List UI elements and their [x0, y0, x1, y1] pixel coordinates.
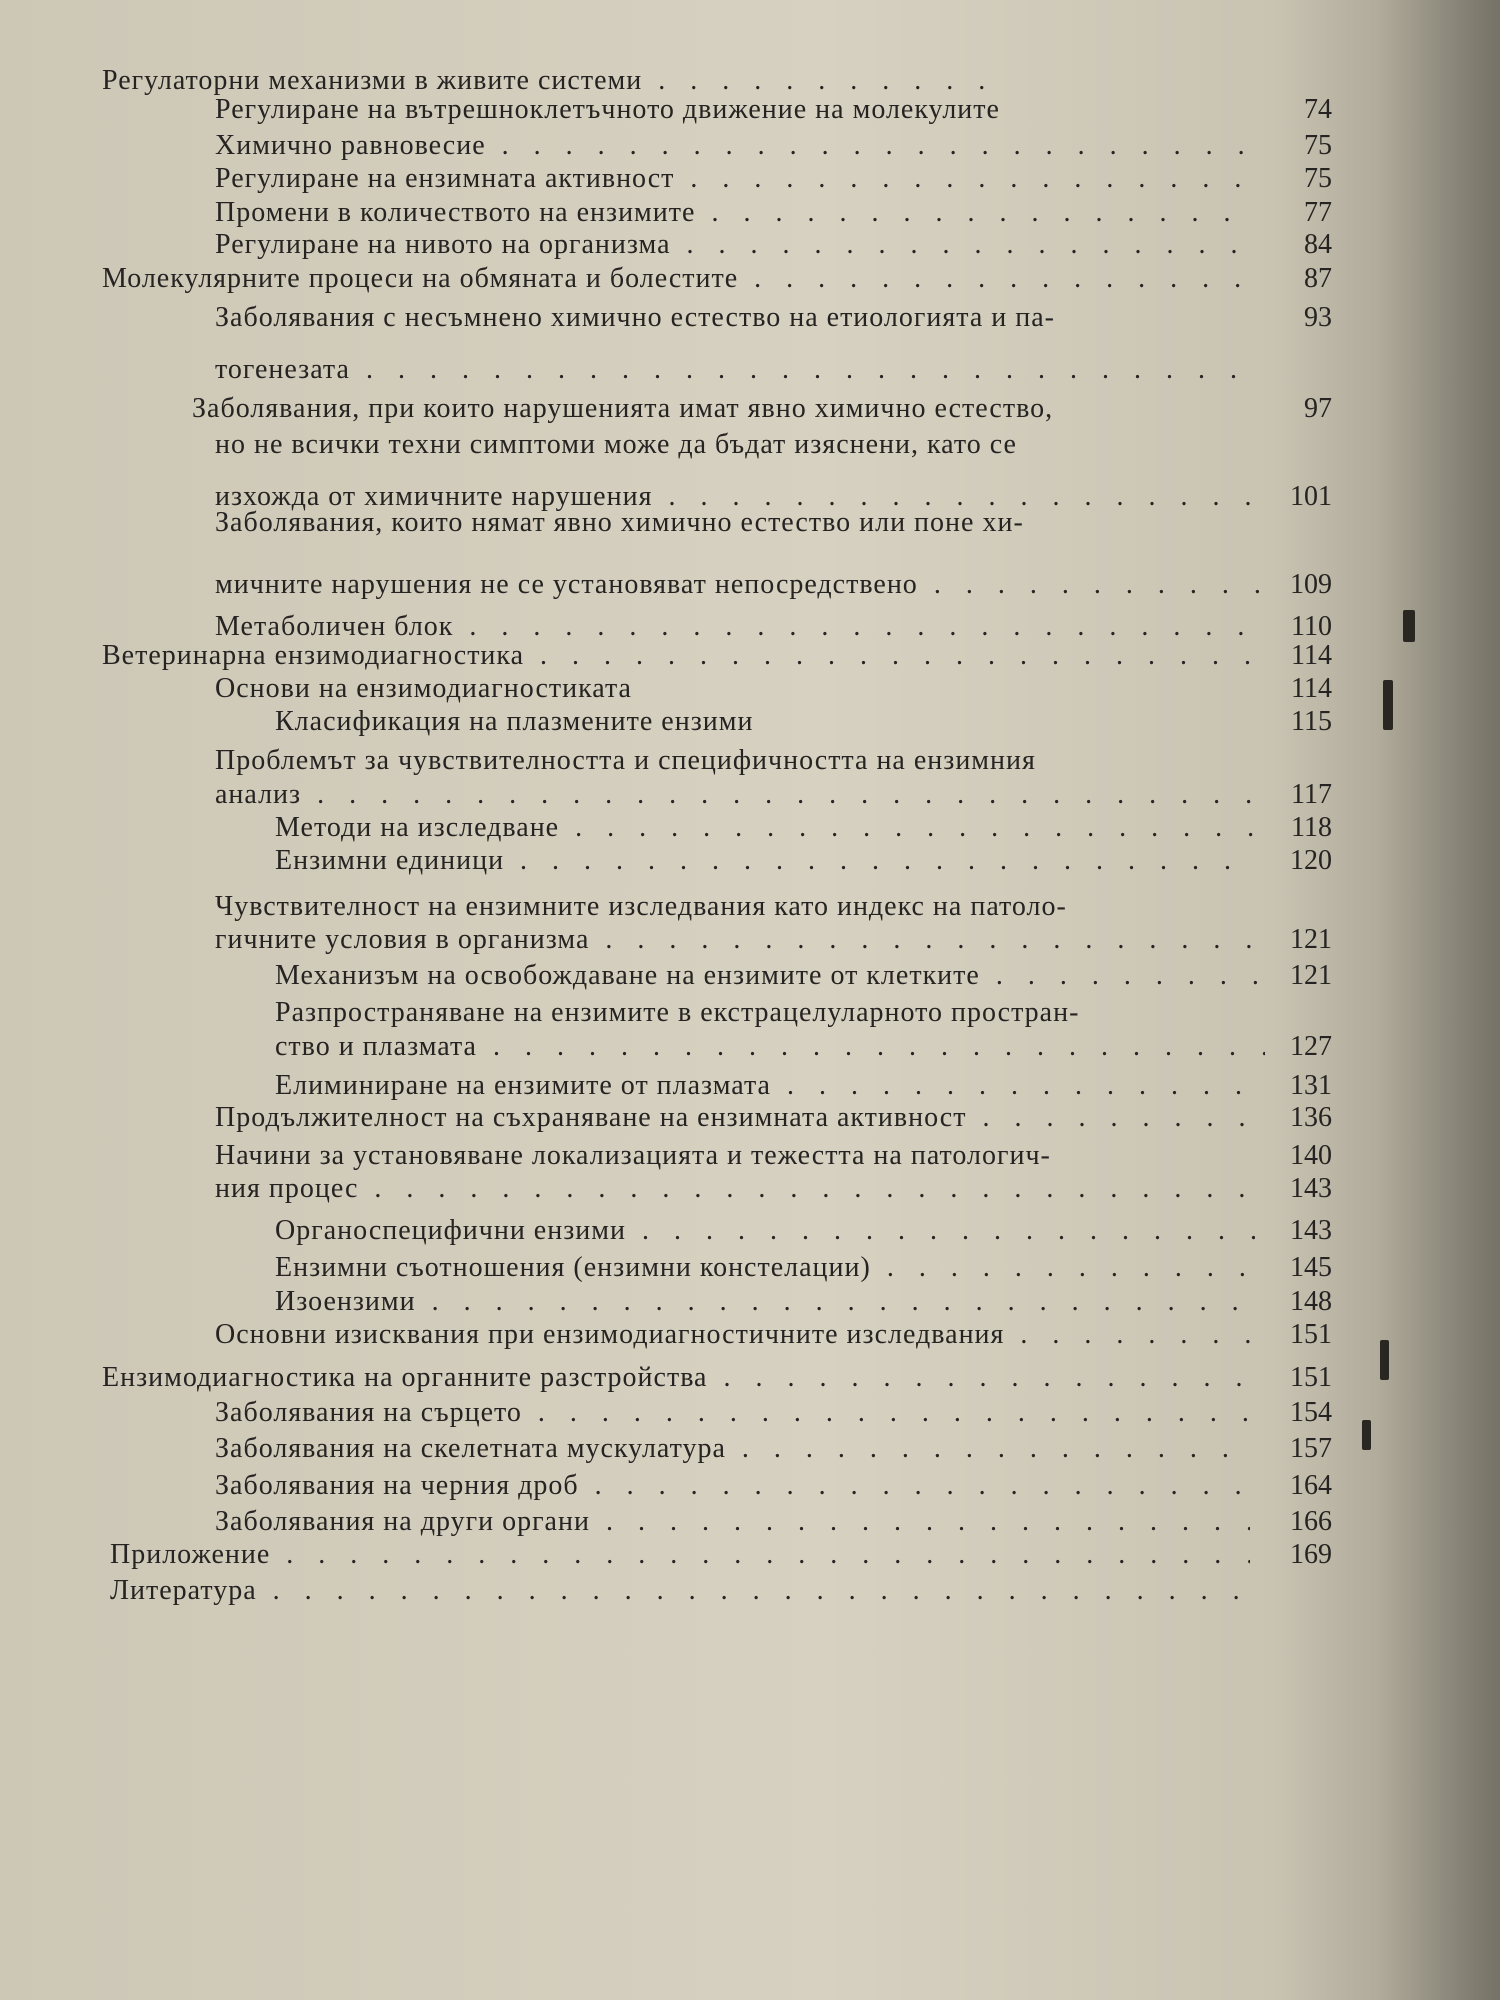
toc-entry [0, 744, 1500, 778]
toc-entry-title: Класификация на плазмените ензими [275, 706, 754, 737]
toc-entry [0, 672, 1500, 706]
toc-entry-title: Методи на изследване . . . [275, 811, 1255, 845]
toc-entry-title: Молекулярните процеси на обмяната и болестите . . . [102, 262, 1257, 296]
toc-entry-title: Заболявания на скелетната мускулатура . . . [215, 1432, 1250, 1466]
toc-entry-page: 140 [1290, 1140, 1332, 1171]
toc-entry-page: 154 [1290, 1397, 1332, 1428]
toc-entry-page: 145 [1290, 1252, 1332, 1283]
toc-entry-title: Заболявания на други органи . . . [215, 1505, 1250, 1539]
toc-entry-title: Приложение . . . [110, 1538, 1250, 1572]
toc-entry-page: 117 [1291, 779, 1332, 810]
toc-entry-page: 87 [1304, 263, 1332, 294]
toc-entry-title: Ензимни единици . . . [275, 844, 1255, 878]
toc-entry [0, 1396, 1500, 1430]
toc-entry-title: Ветеринарна ензимодиагностика . . . [102, 639, 1257, 673]
toc-entry [0, 301, 1500, 335]
toc-entry-title: Основни изисквания при ензимодиагностичните изследвания . . . [215, 1318, 1255, 1352]
toc-entry-title: Промени в количеството на ензимите . . . [215, 196, 1255, 230]
toc-entry-title: гичните условия в организма . . . [215, 923, 1260, 957]
toc-entry-title: Начини за установяване локализацията и тежестта на патологич- [215, 1140, 1051, 1171]
toc-entry-page: 77 [1304, 197, 1332, 228]
toc-entry [0, 1285, 1500, 1319]
toc-entry-title: Регулиране на вътрешноклетъчното движение на молекулите [215, 94, 1000, 125]
toc-entry-page: 93 [1304, 302, 1332, 333]
toc-entry-title: Заболявания на сърцето . . . [215, 1396, 1250, 1430]
toc-entry-title: Регулаторни механизми в живите системи . . . [102, 64, 1002, 98]
toc-entry [0, 1101, 1500, 1135]
toc-entry-title: Основи на ензимодиагностиката [215, 673, 632, 704]
toc-entry [0, 1251, 1500, 1285]
toc-entry [0, 1574, 1500, 1608]
toc-entry [0, 959, 1500, 993]
toc-entry [0, 1172, 1500, 1206]
toc-entry-page: 143 [1290, 1173, 1332, 1204]
toc-entry [0, 1214, 1500, 1248]
toc-entry [0, 1069, 1500, 1103]
toc-entry [0, 778, 1500, 812]
toc-entry-page: 114 [1291, 673, 1332, 704]
toc-entry [0, 129, 1500, 163]
toc-entry-title: Ензимодиагностика на органните разстройства . . . [102, 1361, 1247, 1395]
toc-entry [0, 996, 1500, 1030]
toc-entry-title: изхожда от химичните нарушения . . . [215, 480, 1265, 514]
toc-entry-title: ния процес . . . [215, 1172, 1255, 1206]
toc-entry-title: ство и плазмата . . . [275, 1030, 1265, 1064]
toc-entry-title: Регулиране на нивото на организма . . . [215, 228, 1255, 262]
toc-entry [0, 1361, 1500, 1395]
toc-entry-page: 127 [1290, 1031, 1332, 1062]
toc-entry-title: Изоензими . . . [275, 1285, 1255, 1319]
toc-entry-title: Регулиране на ензимната активност . . . [215, 162, 1255, 196]
toc-entry [0, 392, 1500, 426]
toc-entry [0, 890, 1500, 924]
toc-entry-page: 101 [1290, 481, 1332, 512]
toc-entry-page: 109 [1290, 569, 1332, 600]
toc-entry-page: 121 [1290, 924, 1332, 955]
toc-entry-page: 157 [1290, 1433, 1332, 1464]
toc-entry-title: Заболявания с несъмнено химично естество на етиологията и па- [215, 302, 1055, 333]
toc-entry [0, 506, 1500, 540]
toc-entry-page: 151 [1290, 1362, 1332, 1393]
toc-entry-title: Механизъм на освобождаване на ензимите от клетките . . . [275, 959, 1265, 993]
toc-entry-page: 114 [1291, 640, 1332, 671]
toc-entry [0, 1538, 1500, 1572]
toc-entry [0, 1469, 1500, 1503]
toc-entry-page: 75 [1304, 130, 1332, 161]
toc-entry-page: 110 [1291, 611, 1332, 642]
toc-entry-title: Разпространяване на ензимите в екстрацелуларното простран- [275, 997, 1080, 1028]
toc-entry-page: 151 [1290, 1319, 1332, 1350]
toc-entry-title: Заболявания, които нямат явно химично естество или поне хи- [215, 507, 1024, 538]
toc-entry-title: Органоспецифични ензими . . . [275, 1214, 1255, 1248]
toc-entry-page: 75 [1304, 163, 1332, 194]
toc-entry [0, 923, 1500, 957]
toc-entry [0, 568, 1500, 602]
toc-entry-page: 166 [1290, 1506, 1332, 1537]
toc-entry-page: 118 [1291, 812, 1332, 843]
toc-entry [0, 844, 1500, 878]
toc-entry [0, 705, 1500, 739]
toc-entry-page: 131 [1290, 1070, 1332, 1101]
toc-entry [0, 1505, 1500, 1539]
toc-entry-title: Продължителност на съхраняване на ензимната активност . . . [215, 1101, 1260, 1135]
toc-entry-page: 84 [1304, 229, 1332, 260]
toc-entry-title: Проблемът за чувствителността и специфичността на ензимния [215, 745, 1036, 776]
toc-entry-title: Ензимни съотношения (ензимни констелации) . . . [275, 1251, 1255, 1285]
toc-entry-page: 148 [1290, 1286, 1332, 1317]
toc-entry [0, 1030, 1500, 1064]
toc-entry-title: но не всички техни симптоми може да бъдат изяснени, като се [215, 429, 1017, 460]
toc-entry-page: 164 [1290, 1470, 1332, 1501]
toc-entry-page: 120 [1290, 845, 1332, 876]
toc-entry-title: Заболявания на черния дроб . . . [215, 1469, 1250, 1503]
toc-entry [0, 428, 1500, 462]
toc-entry [0, 811, 1500, 845]
toc-entry-page: 136 [1290, 1102, 1332, 1133]
toc-entry [0, 1432, 1500, 1466]
toc-entry-page: 121 [1290, 960, 1332, 991]
toc-entry-title: анализ . . . [215, 778, 1255, 812]
toc-entry-page: 169 [1290, 1539, 1332, 1570]
toc-entry [0, 93, 1500, 127]
toc-entry-title: мичните нарушения не се установяват непосредствено . . . [215, 568, 1265, 602]
toc-entry [0, 353, 1500, 387]
toc-entry-title: Чувствителност на ензимните изследвания като индекс на патоло- [215, 891, 1067, 922]
toc-entry [0, 639, 1500, 673]
toc-entry [0, 196, 1500, 230]
toc-entry [0, 1318, 1500, 1352]
toc-entry-title: Елиминиране на ензимите от плазмата . . . [275, 1069, 1265, 1103]
toc-entry [0, 228, 1500, 262]
toc-entry [0, 162, 1500, 196]
toc-entry [0, 262, 1500, 296]
toc-entry-title: Литература . . . [110, 1574, 1250, 1608]
toc-entry-page: 143 [1290, 1215, 1332, 1246]
toc-entry-page: 115 [1291, 706, 1332, 737]
toc-entry-title: Химично равновесие . . . [215, 129, 1255, 163]
toc-entry-title: Метаболичен блок . . . [215, 610, 1255, 644]
toc-entry-title: Заболявания, при които нарушенията имат явно химично естество, [192, 393, 1054, 424]
toc-entry-title: тогенезата . . . [215, 353, 1260, 387]
toc-entry-page: 97 [1304, 393, 1332, 424]
toc-entry-page: 74 [1304, 94, 1332, 125]
toc-entry [0, 1139, 1500, 1173]
